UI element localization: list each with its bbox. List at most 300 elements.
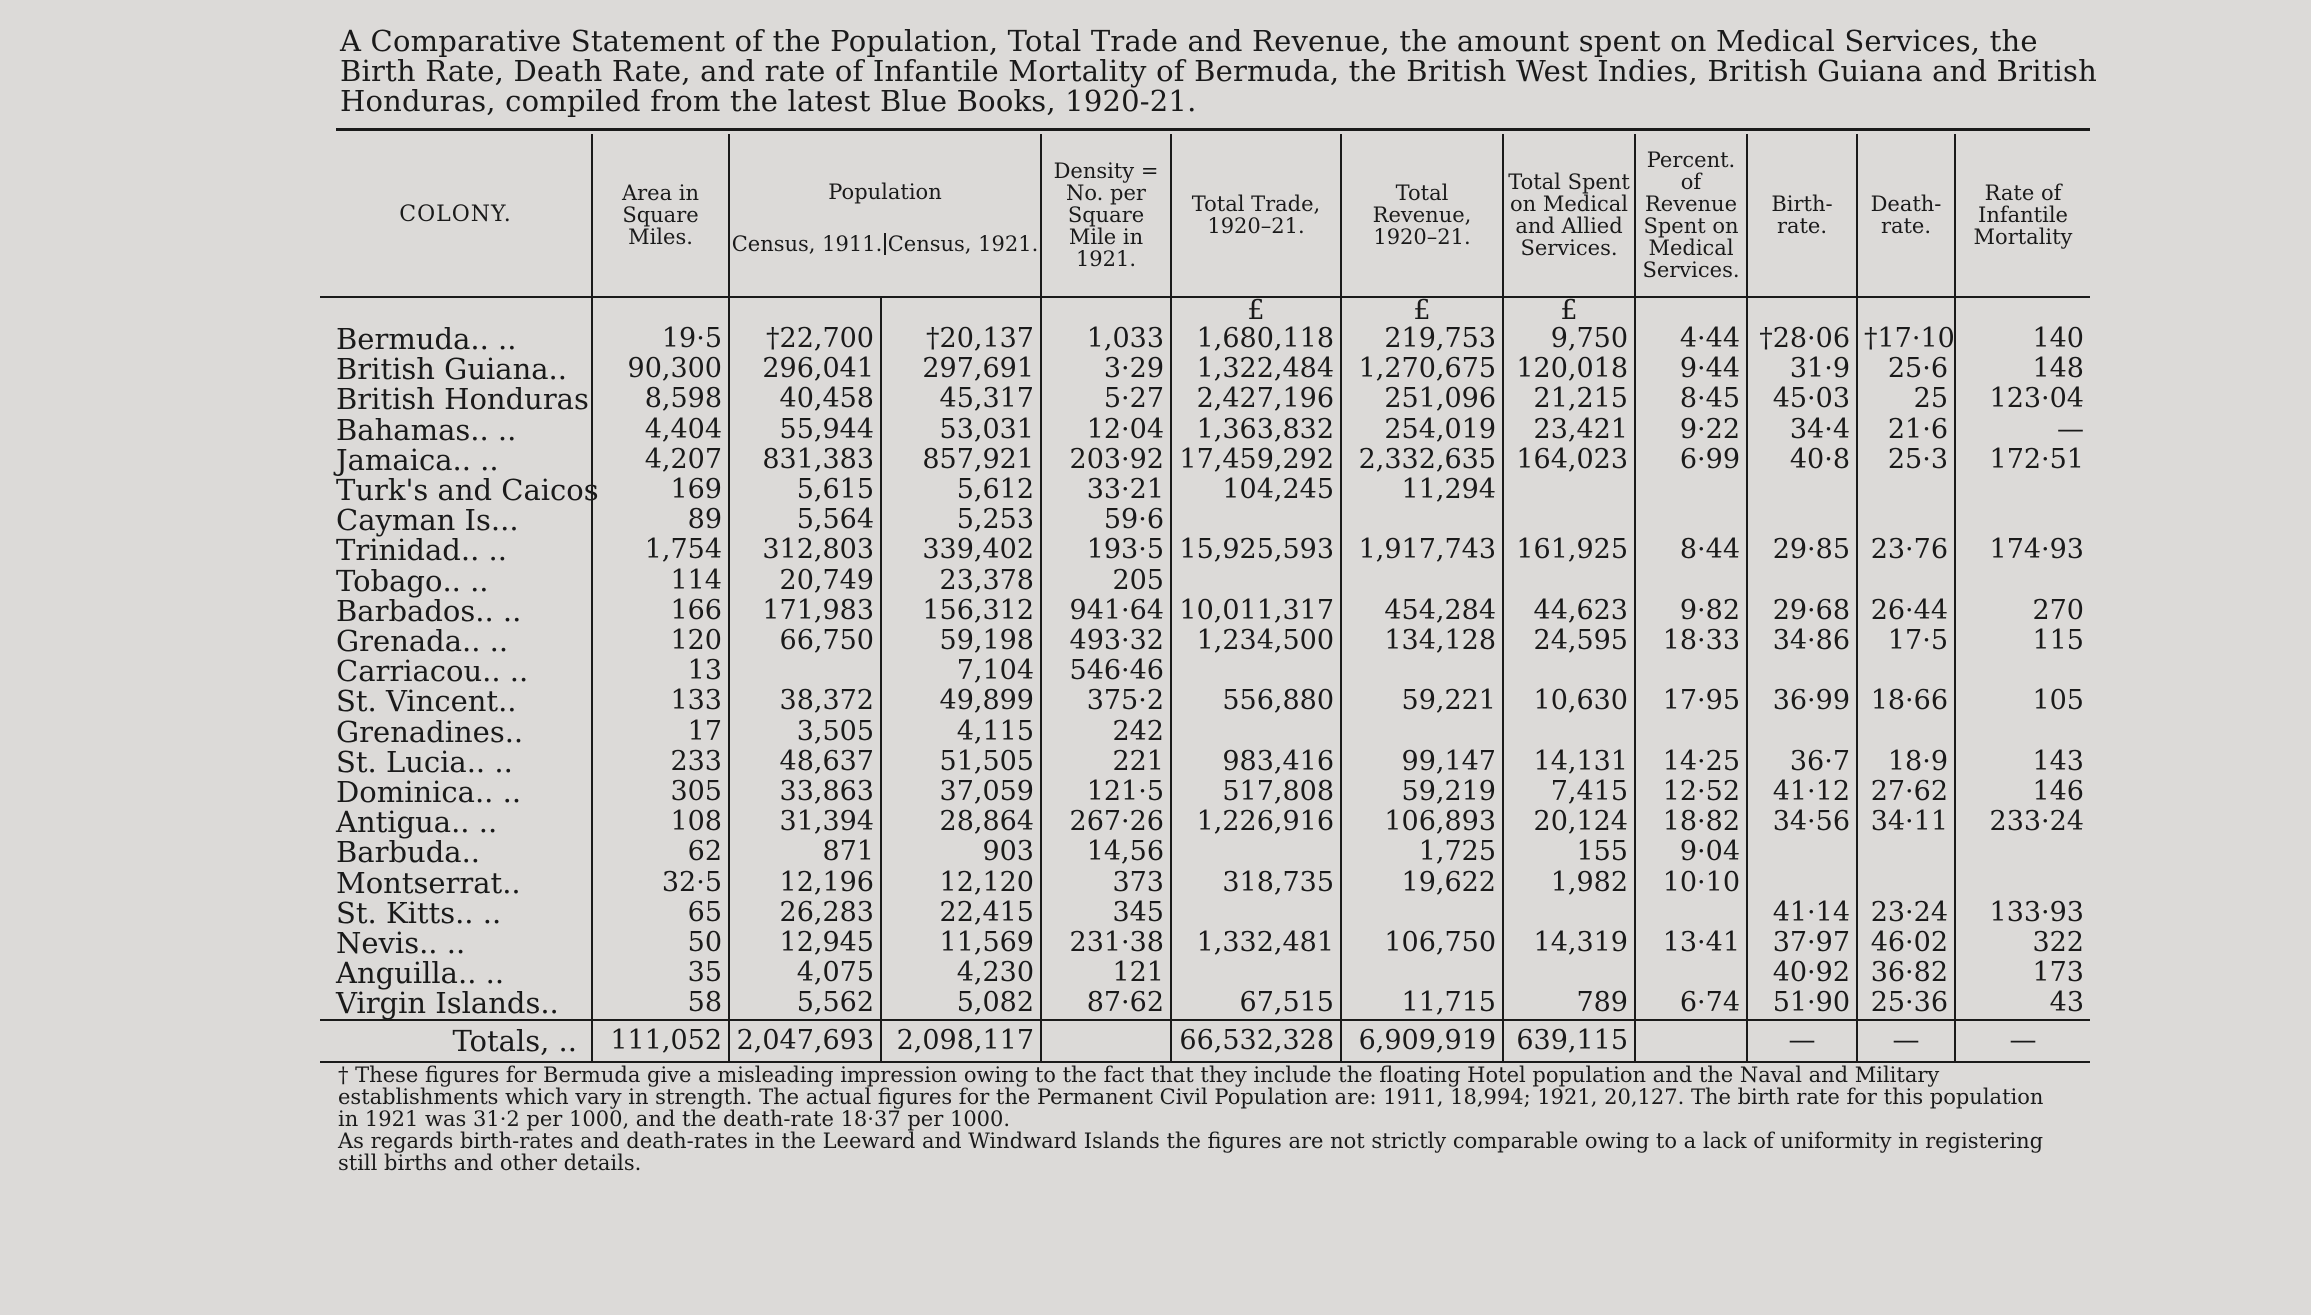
revenue-cell: 454,284 (1341, 596, 1503, 626)
birth-rate-cell: 34·86 (1747, 626, 1857, 656)
census-1911-cell: 4,075 (729, 958, 881, 988)
trade-cell: 318,735 (1171, 868, 1341, 898)
trade-cell (1171, 958, 1341, 988)
colony-cell (320, 503, 592, 538)
revenue-cell: 11,715 (1341, 988, 1503, 1019)
census-1911-cell: 5,564 (729, 505, 881, 535)
birth-rate-cell: 45·03 (1747, 384, 1857, 414)
area-cell: 120 (592, 626, 729, 656)
density-cell: 5·27 (1041, 384, 1171, 414)
revenue-cell (1341, 717, 1503, 747)
table-row (320, 475, 2090, 505)
medical-cell: 21,215 (1503, 384, 1635, 414)
total-infantile-mortality: — (1955, 1020, 2090, 1062)
birth-rate-cell (1747, 868, 1857, 898)
area-cell: 19·5 (592, 324, 729, 354)
density-cell: 121·5 (1041, 777, 1171, 807)
medical-unit: £ (1503, 297, 1635, 324)
revenue-cell: 254,019 (1341, 415, 1503, 445)
death-rate-cell (1857, 475, 1955, 505)
trade-cell: 1,226,916 (1171, 807, 1341, 837)
table-row (320, 837, 2090, 867)
medical-cell: 7,415 (1503, 777, 1635, 807)
birth-rate-cell: 31·9 (1747, 354, 1857, 384)
death-rate-cell: 23·76 (1857, 535, 1955, 565)
density-cell: 267·26 (1041, 807, 1171, 837)
infantile-mortality-cell: 123·04 (1955, 384, 2090, 414)
colony-name: British Guiana (336, 352, 549, 387)
table-row (320, 354, 2090, 384)
leader-dots: .. (461, 835, 480, 870)
leader-dots: .. (504, 714, 524, 749)
total-trade: 66,532,328 (1171, 1020, 1341, 1062)
leader-dots: .. .. (452, 442, 499, 477)
density-cell: 375·2 (1041, 686, 1171, 716)
header-medical: Total Spent on Medical and Allied Services. (1503, 134, 1635, 297)
colony-cell (320, 654, 592, 689)
census-1921-cell: 4,230 (881, 958, 1041, 988)
density-cell: 203·92 (1041, 445, 1171, 475)
density-cell: 242 (1041, 717, 1171, 747)
death-rate-cell: 21·6 (1857, 415, 1955, 445)
percent-cell (1635, 566, 1747, 596)
percent-cell: 9·44 (1635, 354, 1747, 384)
infantile-mortality-cell: 115 (1955, 626, 2090, 656)
revenue-cell: 1,917,743 (1341, 535, 1503, 565)
area-cell: 58 (592, 988, 729, 1019)
death-rate-cell (1857, 868, 1955, 898)
colony-cell (320, 382, 592, 417)
area-cell: 62 (592, 837, 729, 867)
area-cell: 89 (592, 505, 729, 535)
census-1911-cell: 31,394 (729, 807, 881, 837)
census-1921-cell: 297,691 (881, 354, 1041, 384)
revenue-cell: 2,332,635 (1341, 445, 1503, 475)
density-cell: 33·21 (1041, 475, 1171, 505)
colony-cell (320, 352, 592, 387)
revenue-cell: 106,893 (1341, 807, 1503, 837)
census-1911-cell: 5,615 (729, 475, 881, 505)
percent-cell (1635, 958, 1747, 988)
census-1911-cell (729, 656, 881, 686)
header-infantile-mortality: Rate of Infantile Mortality (1955, 134, 2090, 297)
population-subheaders (730, 233, 1040, 255)
total-medical: 639,115 (1503, 1020, 1635, 1062)
revenue-cell (1341, 566, 1503, 596)
revenue-unit: £ (1341, 297, 1503, 324)
census-1911-cell: 33,863 (729, 777, 881, 807)
leader-dots: .. .. (462, 624, 509, 659)
colony-name: Nevis (336, 926, 420, 961)
colony-name: St. Kitts (336, 895, 456, 930)
footnotes (338, 1064, 2058, 1174)
census-1911-cell: 20,749 (729, 566, 881, 596)
death-rate-cell: 25·6 (1857, 354, 1955, 384)
census-1921-cell: †20,137 (881, 324, 1041, 354)
percent-cell: 6·99 (1635, 445, 1747, 475)
percent-cell: 18·82 (1635, 807, 1747, 837)
death-rate-cell (1857, 505, 1955, 535)
revenue-cell: 59,221 (1341, 686, 1503, 716)
census-1911-cell: 296,041 (729, 354, 881, 384)
colony-cell (320, 714, 592, 749)
percent-cell (1635, 656, 1747, 686)
table-row (320, 868, 2090, 898)
footnote-dagger: † These figures for Bermuda give a misleading impression owing to the fact that they include the floating Hotel population and the Naval and Military establishments which vary in strength. The actual figures for the Permanent Civil Population are: 1911, 18,994; 1921, 20,127. The birth rate for this population in 1921 was 31·2 per 1000, and the death-rate 18·37 per 1000. (338, 1063, 2044, 1131)
header-trade: Total Trade, 1920–21. (1171, 134, 1341, 297)
census-1911-cell: 5,562 (729, 988, 881, 1019)
birth-rate-cell (1747, 837, 1857, 867)
table-row (320, 445, 2090, 475)
colony-cell (320, 533, 592, 568)
census-1911-cell: 26,283 (729, 898, 881, 928)
medical-cell (1503, 566, 1635, 596)
medical-cell: 789 (1503, 988, 1635, 1019)
colony-cell (320, 324, 592, 354)
header-density: Density = No. per Square Mile in 1921. (1041, 134, 1171, 297)
percent-cell: 4·44 (1635, 324, 1747, 354)
density-cell: 373 (1041, 868, 1171, 898)
area-cell: 233 (592, 747, 729, 777)
medical-cell: 10,630 (1503, 686, 1635, 716)
table-body (320, 297, 2090, 1062)
table-row (320, 747, 2090, 777)
percent-cell: 14·25 (1635, 747, 1747, 777)
percent-cell: 6·74 (1635, 988, 1747, 1019)
header-colony: COLONY. (320, 134, 592, 297)
colony-name: Cayman Is. (336, 503, 501, 538)
colony-name: Barbuda (336, 835, 462, 870)
colony-cell (320, 473, 599, 508)
area-cell: 8,598 (592, 384, 729, 414)
header-population: Population (828, 180, 942, 204)
revenue-cell: 99,147 (1341, 747, 1503, 777)
census-1921-cell: 49,899 (881, 686, 1041, 716)
colony-cell (320, 684, 592, 719)
table-row (320, 958, 2090, 988)
density-cell: 14,56 (1041, 837, 1171, 867)
revenue-cell (1341, 898, 1503, 928)
density-cell: 3·29 (1041, 354, 1171, 384)
leader-dots: .. (498, 684, 517, 719)
birth-rate-cell: 36·7 (1747, 747, 1857, 777)
area-cell: 4,207 (592, 445, 729, 475)
total-percent (1635, 1020, 1747, 1062)
colony-cell (320, 624, 592, 659)
leader-dots: .. .. (460, 533, 507, 568)
medical-cell (1503, 717, 1635, 747)
colony-cell (320, 926, 592, 961)
leader-dots: .. (500, 503, 519, 538)
trade-cell: 1,234,500 (1171, 626, 1341, 656)
header-area: Area in Square Miles. (592, 134, 729, 297)
table-row (320, 535, 2090, 565)
birth-rate-cell: †28·06 (1747, 324, 1857, 354)
colony-name: Grenada (336, 624, 463, 659)
medical-cell: 24,595 (1503, 626, 1635, 656)
birth-rate-cell: 29·68 (1747, 596, 1857, 626)
area-cell: 166 (592, 596, 729, 626)
death-rate-cell: 25 (1857, 384, 1955, 414)
leader-dots: .. (548, 352, 567, 387)
infantile-mortality-cell (1955, 837, 2090, 867)
header-death-rate: Death-rate. (1857, 134, 1955, 297)
density-cell: 546·46 (1041, 656, 1171, 686)
census-1911-cell: 12,196 (729, 868, 881, 898)
census-1911-cell: 831,383 (729, 445, 881, 475)
colony-name: British Honduras (336, 382, 589, 417)
header-percent: Percent. of Revenue Spent on Medical Services. (1635, 134, 1747, 297)
area-cell: 32·5 (592, 868, 729, 898)
medical-cell: 20,124 (1503, 807, 1635, 837)
colony-cell (320, 988, 592, 1019)
trade-cell: 517,808 (1171, 777, 1341, 807)
death-rate-cell (1857, 837, 1955, 867)
percent-cell: 9·22 (1635, 415, 1747, 445)
census-1921-cell: 5,253 (881, 505, 1041, 535)
total-area: 111,052 (592, 1020, 729, 1062)
census-1921-cell: 22,415 (881, 898, 1041, 928)
percent-cell: 9·04 (1635, 837, 1747, 867)
colony-cell (320, 835, 592, 870)
density-cell: 193·5 (1041, 535, 1171, 565)
colony-name: Virgin Islands (336, 986, 541, 1021)
density-cell: 205 (1041, 566, 1171, 596)
revenue-cell (1341, 505, 1503, 535)
colony-name: Bermuda (336, 322, 471, 356)
medical-cell: 155 (1503, 837, 1635, 867)
trade-unit: £ (1171, 297, 1341, 324)
census-1921-cell: 5,612 (881, 475, 1041, 505)
table-row (320, 324, 2090, 354)
colony-name: Grenadines (336, 714, 505, 749)
trade-cell (1171, 656, 1341, 686)
colony-name: Jamaica (336, 442, 453, 477)
infantile-mortality-cell: 173 (1955, 958, 2090, 988)
colony-name: Barbados (336, 593, 476, 628)
colony-name: Carriacou (336, 654, 483, 689)
death-rate-cell: 26·44 (1857, 596, 1955, 626)
header-census-1911: Census, 1911. (731, 232, 883, 256)
birth-rate-cell: 41·14 (1747, 898, 1857, 928)
colony-cell (320, 412, 592, 447)
birth-rate-cell: 51·90 (1747, 988, 1857, 1019)
medical-cell: 161,925 (1503, 535, 1635, 565)
medical-cell: 164,023 (1503, 445, 1635, 475)
percent-cell: 12·52 (1635, 777, 1747, 807)
total-census-1911: 2,047,693 (729, 1020, 881, 1062)
colony-name: Tobago (336, 563, 443, 598)
census-1921-cell: 156,312 (881, 596, 1041, 626)
census-1911-cell: 171,983 (729, 596, 881, 626)
leader-dots: .. .. (457, 956, 505, 991)
trade-cell (1171, 837, 1341, 867)
trade-cell: 556,880 (1171, 686, 1341, 716)
percent-cell (1635, 505, 1747, 535)
table-row (320, 777, 2090, 807)
density-cell: 12·04 (1041, 415, 1171, 445)
birth-rate-cell: 29·85 (1747, 535, 1857, 565)
area-cell: 4,404 (592, 415, 729, 445)
medical-cell (1503, 475, 1635, 505)
census-1921-cell: 28,864 (881, 807, 1041, 837)
table-title: A Comparative Statement of the Population, Total Trade and Revenue, the amount spent on Medical Services, the Birth Rate, Death Rate, and rate of Infantile Mortality of Bermuda, the British West Indies, British Guiana and British Honduras, compiled from the latest Blue Books, 1920-21. (340, 24, 2097, 118)
birth-rate-cell: 40·92 (1747, 958, 1857, 988)
leader-dots: .. .. (482, 654, 529, 689)
density-cell: 221 (1041, 747, 1171, 777)
infantile-mortality-cell: 105 (1955, 686, 2090, 716)
birth-rate-cell: 36·99 (1747, 686, 1857, 716)
colony-cell (320, 563, 592, 598)
totals-label: Totals, .. (320, 1020, 592, 1062)
medical-cell: 23,421 (1503, 415, 1635, 445)
colony-cell (320, 593, 592, 628)
colony-cell (320, 895, 592, 930)
colony-name: Dominica (336, 775, 475, 810)
birth-rate-cell: 41·12 (1747, 777, 1857, 807)
trade-cell: 17,459,292 (1171, 445, 1341, 475)
medical-cell (1503, 505, 1635, 535)
medical-cell: 14,319 (1503, 928, 1635, 958)
leader-dots: .. .. (474, 775, 522, 810)
infantile-mortality-cell: 233·24 (1955, 807, 2090, 837)
census-1911-cell: 12,945 (729, 928, 881, 958)
leader-dots: .. .. (451, 805, 498, 840)
revenue-cell: 11,294 (1341, 475, 1503, 505)
medical-cell (1503, 958, 1635, 988)
total-revenue: 6,909,919 (1341, 1020, 1503, 1062)
census-1921-cell: 5,082 (881, 988, 1041, 1019)
density-cell: 1,033 (1041, 324, 1171, 354)
density-cell: 231·38 (1041, 928, 1171, 958)
death-rate-cell: 25·3 (1857, 445, 1955, 475)
trade-cell (1171, 505, 1341, 535)
trade-cell: 15,925,593 (1171, 535, 1341, 565)
colony-name: Antigua (336, 805, 452, 840)
revenue-cell: 1,270,675 (1341, 354, 1503, 384)
table-row (320, 898, 2090, 928)
infantile-mortality-cell: 143 (1955, 747, 2090, 777)
totals-row (320, 1020, 2090, 1062)
census-1921-cell: 11,569 (881, 928, 1041, 958)
death-rate-cell: 27·62 (1857, 777, 1955, 807)
colony-cell (320, 956, 592, 991)
colony-cell (320, 805, 592, 840)
infantile-mortality-cell: 148 (1955, 354, 2090, 384)
colony-name: Trinidad (336, 533, 461, 568)
area-cell: 65 (592, 898, 729, 928)
medical-cell: 120,018 (1503, 354, 1635, 384)
colony-cell (320, 442, 592, 477)
census-1921-cell: 903 (881, 837, 1041, 867)
medical-cell: 9,750 (1503, 324, 1635, 354)
statistics-table (320, 134, 2090, 1063)
birth-rate-cell (1747, 717, 1857, 747)
table-row (320, 717, 2090, 747)
table-row (320, 384, 2090, 414)
leader-dots: .. .. (455, 895, 502, 930)
percent-cell: 8·44 (1635, 535, 1747, 565)
revenue-cell: 106,750 (1341, 928, 1503, 958)
census-1921-cell: 857,921 (881, 445, 1041, 475)
table-row (320, 928, 2090, 958)
area-cell: 35 (592, 958, 729, 988)
census-1921-cell: 12,120 (881, 868, 1041, 898)
death-rate-cell (1857, 566, 1955, 596)
title-rule (336, 128, 2090, 131)
percent-cell: 17·95 (1635, 686, 1747, 716)
census-1921-cell: 59,198 (881, 626, 1041, 656)
density-cell: 59·6 (1041, 505, 1171, 535)
table-row (320, 656, 2090, 686)
area-cell: 1,754 (592, 535, 729, 565)
total-census-1921: 2,098,117 (881, 1020, 1041, 1062)
table-row (320, 566, 2090, 596)
medical-cell: 1,982 (1503, 868, 1635, 898)
area-cell: 50 (592, 928, 729, 958)
census-1921-cell: 37,059 (881, 777, 1041, 807)
death-rate-cell: 18·66 (1857, 686, 1955, 716)
death-rate-cell: 25·36 (1857, 988, 1955, 1019)
leader-dots: .. (502, 865, 521, 900)
leader-dots: .. .. (470, 322, 517, 356)
revenue-cell: 59,219 (1341, 777, 1503, 807)
census-1911-cell: 871 (729, 837, 881, 867)
revenue-cell: 134,128 (1341, 626, 1503, 656)
infantile-mortality-cell: — (1955, 415, 2090, 445)
total-death-rate: — (1857, 1020, 1955, 1062)
trade-cell: 983,416 (1171, 747, 1341, 777)
medical-cell: 14,131 (1503, 747, 1635, 777)
death-rate-cell: 17·5 (1857, 626, 1955, 656)
census-1921-cell: 339,402 (881, 535, 1041, 565)
infantile-mortality-cell: 133·93 (1955, 898, 2090, 928)
colony-name: St. Lucia (336, 744, 467, 779)
census-1911-cell: 312,803 (729, 535, 881, 565)
area-cell: 17 (592, 717, 729, 747)
trade-cell (1171, 717, 1341, 747)
census-1911-cell: 55,944 (729, 415, 881, 445)
trade-cell: 1,680,118 (1171, 324, 1341, 354)
area-cell: 114 (592, 566, 729, 596)
birth-rate-cell: 34·4 (1747, 415, 1857, 445)
infantile-mortality-cell (1955, 566, 2090, 596)
percent-cell (1635, 475, 1747, 505)
medical-cell: 44,623 (1503, 596, 1635, 626)
infantile-mortality-cell (1955, 505, 2090, 535)
birth-rate-cell: 34·56 (1747, 807, 1857, 837)
density-cell: 121 (1041, 958, 1171, 988)
death-rate-cell: 46·02 (1857, 928, 1955, 958)
revenue-cell: 219,753 (1341, 324, 1503, 354)
colony-name: Montserrat (336, 865, 503, 900)
census-1911-cell: 3,505 (729, 717, 881, 747)
trade-cell (1171, 566, 1341, 596)
header-census-1921: Census, 1921. (884, 233, 1040, 255)
infantile-mortality-cell (1955, 475, 2090, 505)
census-1911-cell: 48,637 (729, 747, 881, 777)
trade-cell: 1,332,481 (1171, 928, 1341, 958)
birth-rate-cell (1747, 566, 1857, 596)
trade-cell: 104,245 (1171, 475, 1341, 505)
revenue-cell (1341, 656, 1503, 686)
infantile-mortality-cell: 140 (1955, 324, 2090, 354)
medical-cell (1503, 898, 1635, 928)
table-row (320, 415, 2090, 445)
percent-cell: 13·41 (1635, 928, 1747, 958)
density-cell: 87·62 (1041, 988, 1171, 1019)
density-cell: 941·64 (1041, 596, 1171, 626)
